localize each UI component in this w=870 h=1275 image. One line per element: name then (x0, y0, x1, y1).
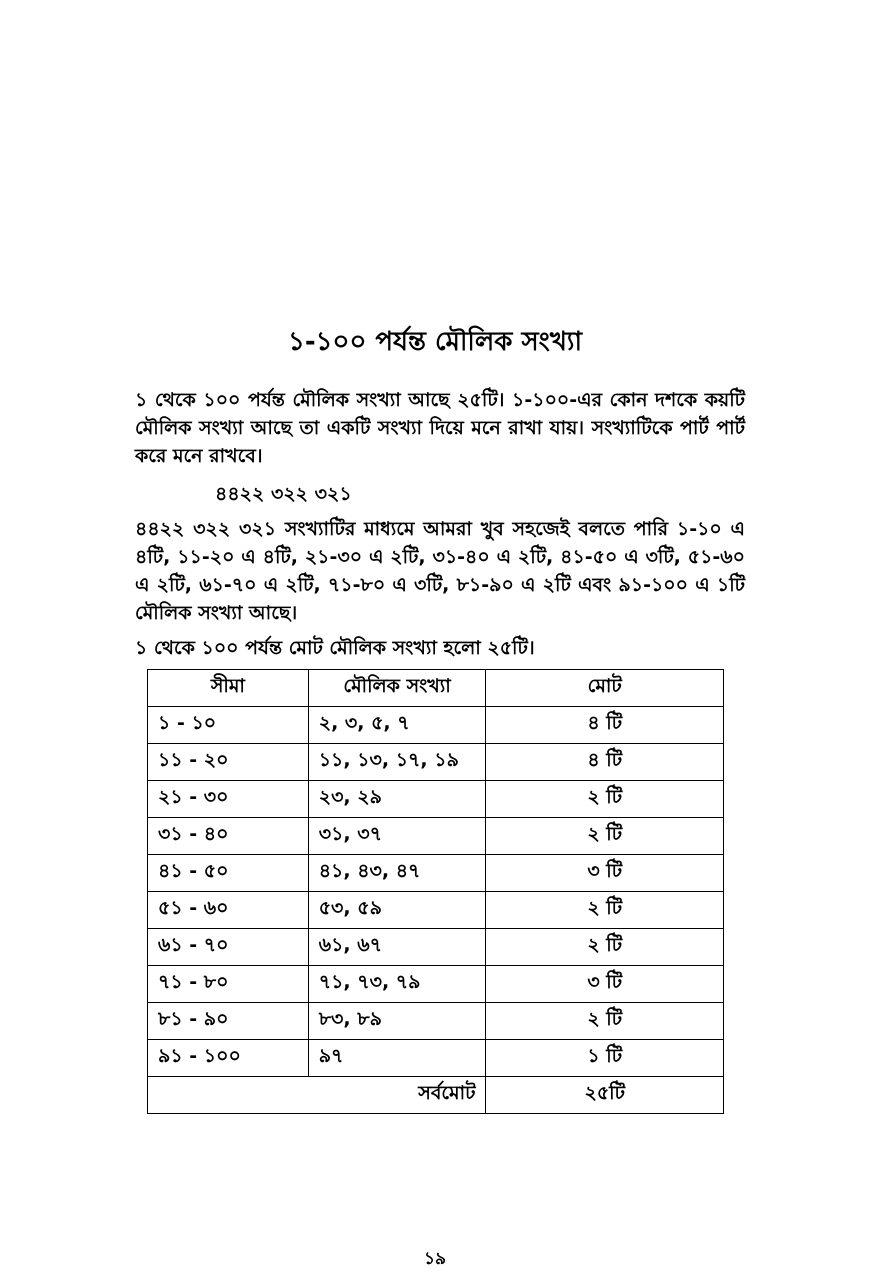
cell-range: ১ - ১০ (148, 707, 309, 744)
cell-total: ২ টি (486, 818, 724, 855)
mnemonic-number: ৪৪২২ ৩২২ ৩২১ (215, 483, 352, 505)
cell-range: ১১ - ২০ (148, 744, 309, 781)
cell-primes: ৬১, ৬৭ (308, 929, 486, 966)
cell-primes: ২৩, ২৯ (308, 781, 486, 818)
table-row (148, 707, 724, 744)
grand-total-value: ২৫টি (486, 1077, 724, 1114)
table-row (148, 966, 724, 1003)
cell-primes: ৩১, ৩৭ (308, 818, 486, 855)
cell-total: ২ টি (486, 781, 724, 818)
cell-total: ৩ টি (486, 966, 724, 1003)
table-row (148, 892, 724, 929)
table-row (148, 929, 724, 966)
table-header-row (148, 670, 724, 707)
cell-range: ৪১ - ৫০ (148, 855, 309, 892)
cell-primes: ৮৩, ৮৯ (308, 1003, 486, 1040)
cell-primes: ২, ৩, ৫, ৭ (308, 707, 486, 744)
cell-total: ২ টি (486, 1003, 724, 1040)
explanation-paragraph: ৪৪২২ ৩২২ ৩২১ সংখ্যাটির মাধ্যমে আমরা খুব সহজেই বলতে পারি ১-১০ এ ৪টি, ১১-২০ এ ৪টি, ২১-৩০ এ ২টি, ৩১-৪০ এ ২টি, ৪১-৫০ এ ৩টি, ৫১-৬০ এ ২টি, ৬১-৭০ এ ২টি, ৭১-৮০ এ ৩টি, ৮১-৯০ এ ২টি এবং ৯১-১০০ এ ১টি মৌলিক সংখ্যা আছে। (135, 518, 745, 624)
cell-range: ৭১ - ৮০ (148, 966, 309, 1003)
cell-primes: ৯৭ (308, 1040, 486, 1077)
cell-total: ২ টি (486, 929, 724, 966)
header-range: সীমা (148, 670, 309, 707)
grand-total-label: সর্বমোট (148, 1077, 486, 1114)
table-row (148, 818, 724, 855)
header-primes: মৌলিক সংখ্যা (308, 670, 486, 707)
table-row (148, 855, 724, 892)
cell-range: ৫১ - ৬০ (148, 892, 309, 929)
cell-range: ৩১ - ৪০ (148, 818, 309, 855)
cell-primes: ৪১, ৪৩, ৪৭ (308, 855, 486, 892)
table-row (148, 744, 724, 781)
page-title: ১-১০০ পর্যন্ত মৌলিক সংখ্যা (288, 327, 582, 357)
prime-table (147, 669, 724, 1114)
table-row (148, 781, 724, 818)
cell-total: ২ টি (486, 892, 724, 929)
table-footer-row (148, 1077, 724, 1114)
cell-total: ৪ টি (486, 707, 724, 744)
cell-total: ৪ টি (486, 744, 724, 781)
cell-range: ৬১ - ৭০ (148, 929, 309, 966)
cell-primes: ৭১, ৭৩, ৭৯ (308, 966, 486, 1003)
header-total: মোট (486, 670, 724, 707)
page-number: ১৯ (423, 1249, 447, 1269)
table-row (148, 1040, 724, 1077)
cell-range: ২১ - ৩০ (148, 781, 309, 818)
cell-total: ১ টি (486, 1040, 724, 1077)
table-row (148, 1003, 724, 1040)
intro-paragraph: ১ থেকে ১০০ পর্যন্ত মৌলিক সংখ্যা আছে ২৫টি। ১-১০০-এর কোন দশকে কয়টি মৌলিক সংখ্যা আছে তা একটি সংখ্যা দিয়ে মনে রাখা যায়। সংখ্যাটিকে পার্ট পার্ট করে মনে রাখবে। (135, 389, 745, 467)
cell-primes: ১১, ১৩, ১৭, ১৯ (308, 744, 486, 781)
cell-range: ৮১ - ৯০ (148, 1003, 309, 1040)
summary-paragraph: ১ থেকে ১০০ পর্যন্ত মোট মৌলিক সংখ্যা হলো ২৫টি। (135, 637, 535, 659)
cell-total: ৩ টি (486, 855, 724, 892)
cell-range: ৯১ - ১০০ (148, 1040, 309, 1077)
cell-primes: ৫৩, ৫৯ (308, 892, 486, 929)
